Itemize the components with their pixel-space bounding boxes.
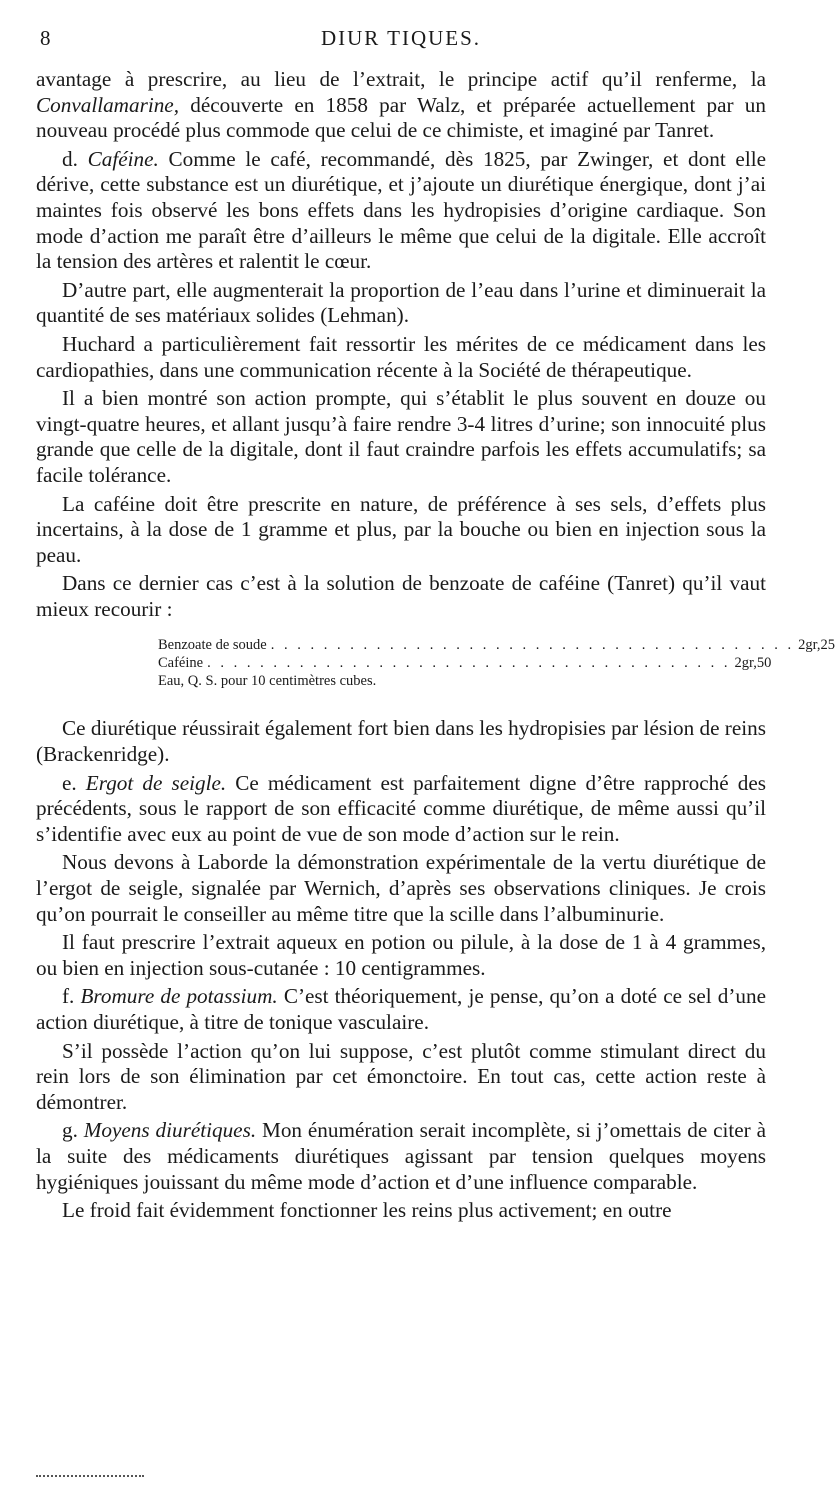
running-head: DIUR TIQUES. <box>320 26 482 50</box>
paragraph: Le froid fait évidemment fonctionner les reins plus activement; en outre <box>62 1198 672 1223</box>
leader-dots: . . . . . . . . . . . . . . . . . . . . . . . . . . . . . . . . . . . . . . . . <box>207 655 731 672</box>
prescription-row <box>158 636 835 654</box>
paragraph-text: Mon énumération serait incomplète, si j’omettais de citer à la suite des médicaments diurétiques agissant par tension quelques moyens hygiéniques jouissant du même mode d’action et d’une influence comparable. <box>36 1118 766 1194</box>
paragraph-text: C’est théoriquement, je pense, qu’on a doté ce sel d’une action diurétique, à titre de tonique vasculaire. <box>36 984 767 1034</box>
dose: 2gr,25 <box>798 637 835 654</box>
paragraph: Ce diurétique réussirait également fort bien dans les hydropisies par lésion de reins (Brackenridge). <box>36 716 766 767</box>
footnote-rule <box>36 1475 144 1477</box>
page-header <box>36 26 766 56</box>
paragraph-text: Ce médicament est parfaitement digne d’être rapproché des précédents, sous le rapport de son efficacité comme diurétique, de même aussi qu’il s’identifie avec eux au point de vue de son mode d’action sur le rein. <box>36 770 766 846</box>
paragraph: La caféine doit être prescrite en nature, de préférence à ses sels, d’effets plus incertains, à la dose de 1 gramme et plus, par la bouche ou bien en injection sous la peau. <box>36 491 766 567</box>
prescription <box>158 636 835 690</box>
ingredient: Caféine <box>158 655 204 672</box>
page-body <box>36 67 835 1227</box>
section-g <box>36 1118 766 1195</box>
dose: 2gr,50 <box>734 655 772 672</box>
section-f <box>36 984 766 1035</box>
section-d <box>36 147 766 275</box>
italic-term: Convallamarine, <box>36 92 180 117</box>
section-marker: e. <box>62 770 86 795</box>
section-title: Moyens diurétiques. <box>83 1118 257 1143</box>
paragraph-text: Comme le café, recommandé, dès 1825, par Zwinger, et dont elle dérive, cette substance est un diurétique, et j’ajoute un diurétique énergique, dont j’ai maintes fois observé les bons effets dans les hydropisies d’origine cardiaque. Son mode d’action me paraît être d’ailleurs le même que celui de la digitale. Elle accroît la tension des artères et ralentit le cœur. <box>36 146 767 274</box>
prescription-row <box>158 654 772 672</box>
section-title: Bromure de potassium. <box>80 984 278 1009</box>
paragraph: Il a bien montré son action prompte, qui s’établit le plus souvent en douze ou vingt-quatre heures, et allant jusqu’à faire rendre 3-4 litres d’urine; son innocuité plus grande que celle de la digitale, dont il faut craindre parfois les effets accumulatifs; sa facile tolérance. <box>36 386 766 487</box>
section-marker: f. <box>62 984 81 1009</box>
paragraph: Dans ce dernier cas c’est à la solution de benzoate de caféine (Tanret) qu’il vaut mieux recourir : <box>36 571 766 621</box>
section-title: Ergot de seigle. <box>85 770 227 795</box>
prescription-footer: Eau, Q. S. pour 10 centimètres cubes. <box>158 673 377 690</box>
paragraph: S’il possède l’action qu’on lui suppose, c’est plutôt comme stimulant direct du rein lors de son élimination par cet émonctoire. En tout cas, cette action reste à démontrer. <box>36 1038 766 1114</box>
section-marker: d. <box>62 146 88 171</box>
paragraph: D’autre part, elle augmenterait la proportion de l’eau dans l’urine et diminuerait la quantité de ses matériaux solides (Lehman). <box>36 277 766 328</box>
paragraph-text: découverte en 1858 par Walz, et préparée actuellement par un nouveau procédé plus commode que celui de ce chimiste, et imaginé par Tanret. <box>36 92 766 143</box>
section-e <box>36 771 766 848</box>
paragraph: Huchard a particulièrement fait ressortir les mérites de ce médicament dans les cardiopathies, dans une communication récente à la Société de thérapeutique. <box>36 331 766 382</box>
section-marker: g. <box>62 1118 84 1143</box>
page-number: 8 <box>40 26 51 50</box>
ingredient: Benzoate de soude <box>158 637 267 654</box>
paragraph-text: avantage à prescrire, au lieu de l’extrait, le principe actif qu’il renferme, la <box>36 67 766 91</box>
paragraph: Il faut prescrire l’extrait aqueux en potion ou pilule, à la dose de 1 à 4 grammes, ou bien en injection sous-cutanée : 10 centigrammes. <box>36 930 766 980</box>
paragraph: Nous devons à Laborde la démonstration expérimentale de la vertu diurétique de l’ergot de seigle, signalée par Wernich, d’après ses observations cliniques. Je crois qu’on pourrait le conseiller au même titre que la scille dans l’albuminurie. <box>36 850 766 926</box>
paragraph <box>36 67 766 144</box>
section-title: Caféine. <box>87 146 159 171</box>
leader-dots: . . . . . . . . . . . . . . . . . . . . . . . . . . . . . . . . . . . . . . . . <box>270 637 795 654</box>
